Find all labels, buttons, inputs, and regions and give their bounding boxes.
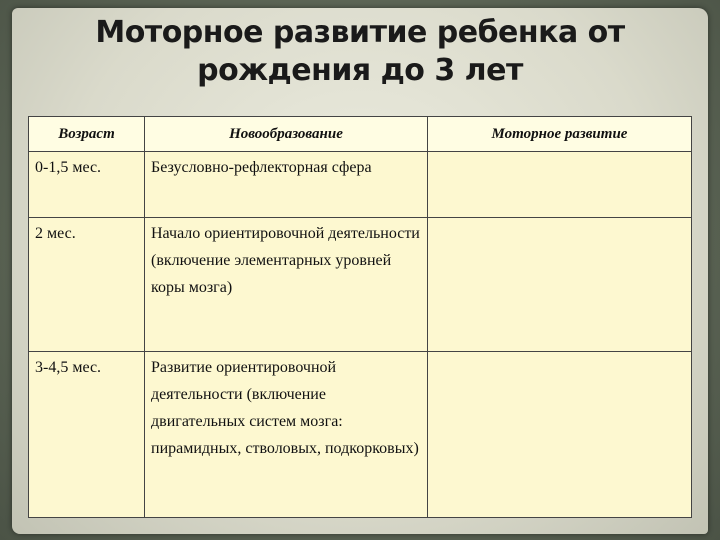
cell-motor [428, 352, 692, 518]
header-age: Возраст [29, 117, 145, 152]
cell-age: 3-4,5 мес. [29, 352, 145, 518]
table-row [29, 152, 692, 218]
table-row [29, 352, 692, 518]
motor-development-table [28, 116, 692, 518]
slide-title: Моторное развитие ребенка от рождения до 3 лет [95, 15, 625, 88]
cell-formation: Начало ориентировочной деятельности (включение элементарных уровней коры мозга) [145, 218, 428, 352]
cell-formation: Развитие ориентировочной деятельности (включение двигательных систем мозга: пирамидных, стволовых, подкорковых) [145, 352, 428, 518]
table-header-row [29, 117, 692, 152]
table-row [29, 218, 692, 352]
cell-age: 2 мес. [29, 218, 145, 352]
cell-motor [428, 152, 692, 218]
cell-formation: Безусловно-рефлекторная сфера [145, 152, 428, 218]
header-formation: Новообразование [145, 117, 428, 152]
cell-motor [428, 218, 692, 352]
header-motor: Моторное развитие [428, 117, 692, 152]
cell-age: 0-1,5 мес. [29, 152, 145, 218]
